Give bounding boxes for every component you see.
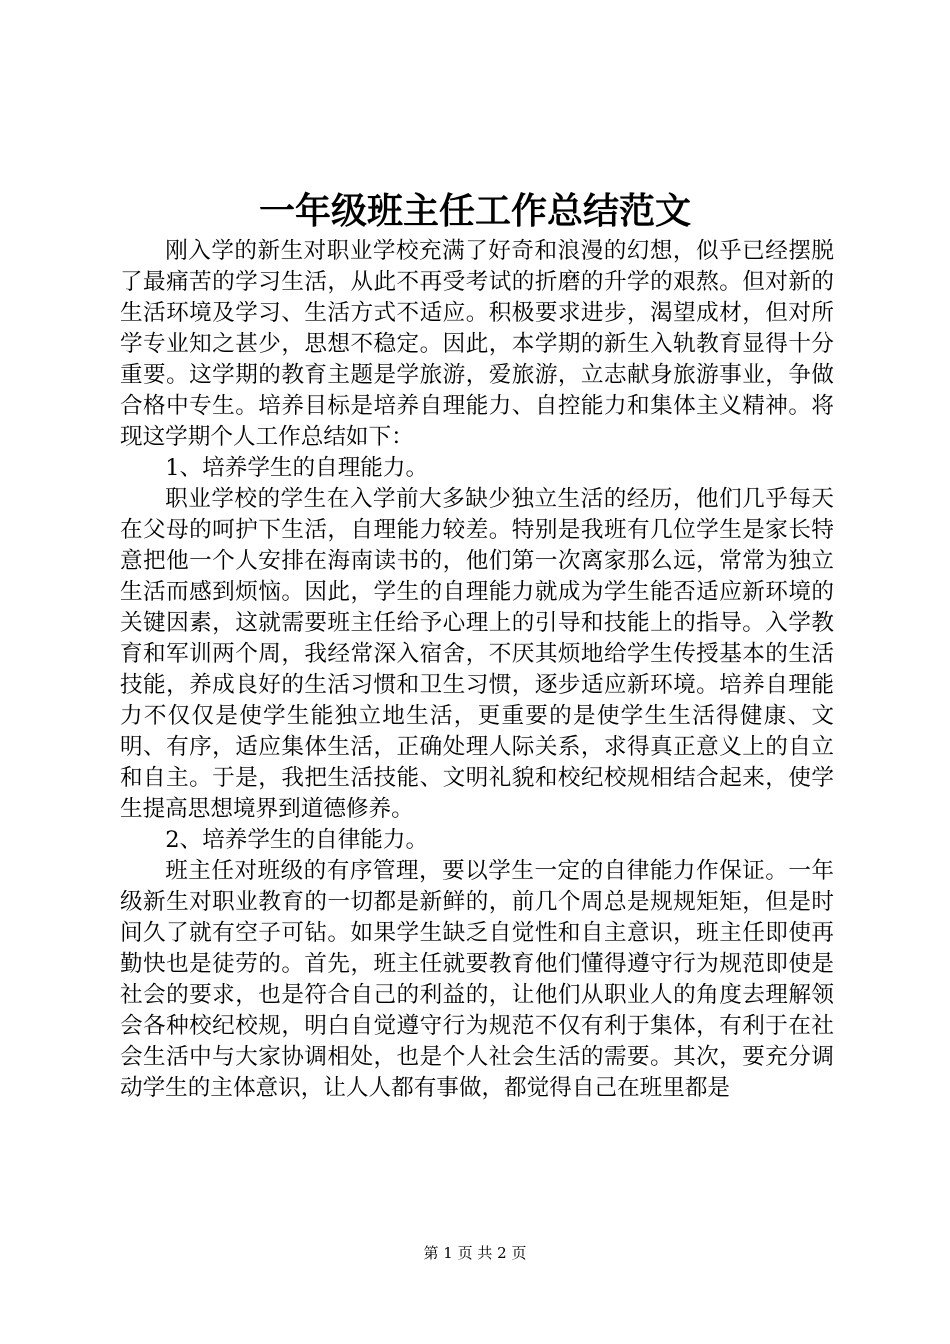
section-heading-self-care: 1、培养学生的自理能力。: [165, 455, 429, 481]
paragraph-self-care: 职业学校的学生在入学前大多缺少独立生活的经历，他们几乎每天在父母的呵护下生活，自理能力较差。特别是我班有几位学生是家长特意把他一个人安排在海南读书的，他们第一次离家那么远，常常为独立生活而感到烦恼。因此，学生的自理能力就成为学生能否适应新环境的关键因素，这就需要班主任给予心理上的引导和技能上的指导。入学教育和军训两个周，我经常深入宿舍，不厌其烦地给学生传授基本的生活技能，养成良好的生活习惯和卫生习惯，逐步适应新环境。培养自理能力不仅仅是使学生能独立地生活，更重要的是使学生生活得健康、文明、有序，适应集体生活，正确处理人际关系，求得真正意义上的自立和自主。于是，我把生活技能、文明礼貌和校纪校规相结合起来，使学生提高思想境界到道德修养。: [120, 486, 834, 822]
paragraph-self-discipline: 班主任对班级的有序管理，要以学生一定的自律能力作保证。一年级新生对职业教育的一切都是新鲜的，前几个周总是规规矩矩，但是时间久了就有空子可钻。如果学生缺乏自觉性和自主意识，班主任即使再勤快也是徒劳的。首先，班主任就要教育他们懂得遵守行为规范即使是社会的要求，也是符合自己的利益的，让他们从职业人的角度去理解领会各种校纪校规，明白自觉遵守行为规范不仅有利于集体，有利于在社会生活中与大家协调相处，也是个人社会生活的需要。其次，要充分调动学生的主体意识，让人人都有事做，都觉得自己在班里都是: [120, 858, 834, 1101]
section-heading-self-discipline: 2、培养学生的自律能力。: [165, 827, 429, 853]
page-number-footer: 第 1 页 共 2 页: [423, 1244, 527, 1262]
document-body: [120, 236, 834, 1104]
paragraph-intro: 刚入学的新生对职业学校充满了好奇和浪漫的幻想，似乎已经摆脱了最痛苦的学习生活，从此不再受考试的折磨的升学的艰熬。但对新的生活环境及学习、生活方式不适应。积极要求进步，渴望成材，但对所学专业知之甚少，思想不稳定。因此，本学期的新生入轨教育显得十分重要。这学期的教育主题是学旅游，爱旅游，立志献身旅游事业，争做合格中专生。培养目标是培养自理能力、自控能力和集体主义精神。将现这学期个人工作总结如下：: [120, 238, 834, 450]
document-title: 一年级班主任工作总结范文: [258, 190, 691, 232]
